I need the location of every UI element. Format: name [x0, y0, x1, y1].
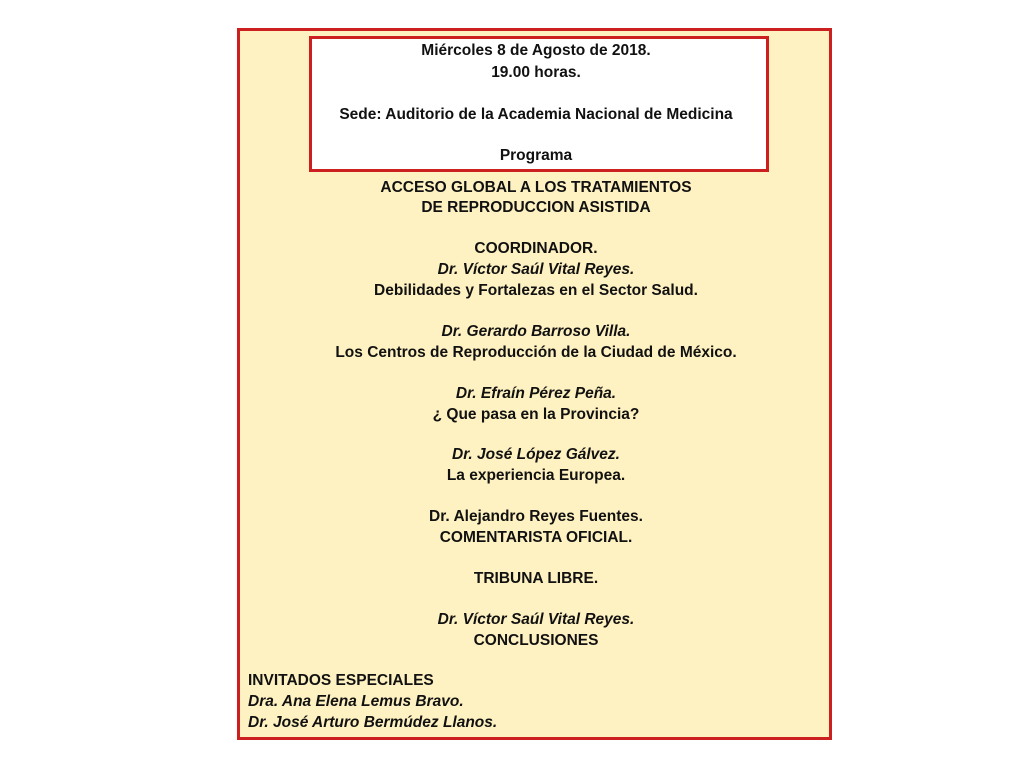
tribuna-libre: TRIBUNA LIBRE.	[473, 570, 599, 587]
speaker4-topic: La experiencia Europea.	[446, 467, 626, 484]
event-date: Miércoles 8 de Agosto de 2018.	[421, 42, 651, 59]
speaker3-name: Dr. Efraín Pérez Peña.	[455, 385, 617, 402]
guest-1: Dra. Ana Elena Lemus Bravo.	[248, 693, 464, 710]
program-title-line2: DE REPRODUCCION ASISTIDA	[421, 199, 651, 216]
closing-label: CONCLUSIONES	[473, 632, 599, 649]
coordinator-topic: Debilidades y Fortalezas en el Sector Salud.	[374, 282, 698, 299]
event-time: 19.00 horas.	[491, 64, 581, 81]
speaker2-name: Dr. Gerardo Barroso Villa.	[441, 323, 631, 340]
closing-name: Dr. Víctor Saúl Vital Reyes.	[437, 611, 635, 628]
coordinator-label: COORDINADOR.	[474, 240, 598, 257]
event-venue: Sede: Auditorio de la Academia Nacional de Medicina	[339, 106, 733, 123]
coordinator-name: Dr. Víctor Saúl Vital Reyes.	[437, 261, 635, 278]
program-title-line1: ACCESO GLOBAL A LOS TRATAMIENTOS	[380, 179, 692, 196]
guest-2: Dr. José Arturo Bermúdez Llanos.	[248, 714, 498, 731]
programa-heading: Programa	[499, 147, 573, 164]
commentator-role: COMENTARISTA OFICIAL.	[439, 529, 633, 546]
speaker2-topic: Los Centros de Reproducción de la Ciudad de México.	[335, 344, 737, 361]
speaker4-name: Dr. José López Gálvez.	[452, 446, 620, 463]
guests-heading: INVITADOS ESPECIALES	[248, 672, 434, 689]
commentator-name: Dr. Alejandro Reyes Fuentes.	[429, 508, 643, 525]
speaker3-topic: ¿ Que pasa en la Provincia?	[432, 406, 640, 423]
